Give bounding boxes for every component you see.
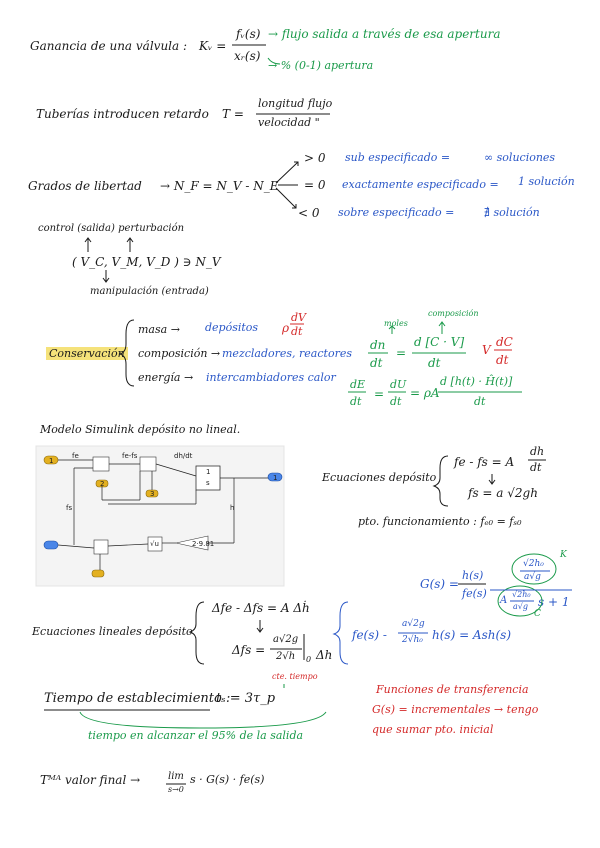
sim-label-integ-num: 1 <box>206 468 211 476</box>
transfer-den-a: A <box>500 595 508 606</box>
eq1-lhs-num: dn <box>370 338 386 352</box>
valve-title: Ganancia de una válvula : <box>30 39 188 53</box>
composicion-label: composición <box>428 309 479 318</box>
simulink-diagram <box>36 446 284 586</box>
rho-den: dt <box>291 325 303 338</box>
transfer-lhs: G(s) = <box>420 577 459 591</box>
final-lim: lim <box>168 771 184 782</box>
eq1-mid-den: dt <box>428 356 441 370</box>
dof-case-sym: = 0 <box>304 178 326 192</box>
valve-num: fᵥ(s) <box>236 27 261 41</box>
final-sub: s→0 <box>168 785 184 794</box>
pipes-num: longitud flujo <box>258 97 333 110</box>
sim-label-sqrt: √u <box>150 540 159 548</box>
transfer-num: h(s) <box>462 569 484 582</box>
dof-case-sym: > 0 <box>304 151 326 165</box>
vars-top: control (salida) perturbación <box>38 223 185 234</box>
sim-label-fe: fe <box>72 452 79 460</box>
sim-label-integ-den: s <box>206 479 210 487</box>
conservation-row-right: mezcladores, reactores <box>222 347 352 360</box>
eq1-rhs: V <box>482 343 491 357</box>
sim-port-in3: 3 <box>150 490 155 498</box>
pipes-den: velocidad " <box>258 116 320 129</box>
dof-case-result: 1 solución <box>518 175 575 188</box>
eq1-rhs-num: dC <box>496 335 513 349</box>
transfer-box-num: √2h₀ <box>523 559 544 569</box>
eq2-b-num: dU <box>390 378 407 391</box>
transfer-k: K <box>560 550 567 560</box>
valve-kv: Kᵥ = <box>199 39 227 53</box>
vars-mid: ( V_C, V_M, V_D ) ∋ N_V <box>72 255 221 269</box>
sim-label-gain: 2·9.81 <box>192 540 215 548</box>
transfer-c: C <box>534 609 541 619</box>
conservation-label: Conservación <box>46 347 128 360</box>
linear-right-den: 2√h₀ <box>402 635 423 645</box>
linear-eq2-sub: 0 <box>306 655 312 664</box>
settling-cte: cte. tiempo <box>272 672 318 681</box>
vars-bottom: manipulación (entrada) <box>90 286 209 297</box>
linear-eq1: Δfe - Δfs = A Δḣ <box>212 601 310 615</box>
eq2-eq1: = <box>374 387 385 401</box>
rho-num: dV <box>291 311 306 324</box>
tank-eq1-den: dt <box>530 461 542 474</box>
linear-eq2-den: 2√h <box>276 651 296 662</box>
linear-right-tail: h(s) = Ash(s) <box>432 628 512 642</box>
transfer-den: fe(s) <box>462 587 487 600</box>
sim-label-dhdt: dh/dt <box>174 452 193 460</box>
conservation-row-left: composición → <box>138 347 221 360</box>
dof-case-sym: < 0 <box>298 206 320 220</box>
tank-eq1-num: dh <box>530 445 545 458</box>
eq1-lhs-den: dt <box>370 356 383 370</box>
eq2-d-den: dt <box>474 395 486 408</box>
linear-title: Ecuaciones lineales depósito <box>32 625 193 638</box>
transfer-den-tail: s + 1 <box>538 595 570 609</box>
eq1-mid-num: d [C · V] <box>414 335 465 349</box>
simulink-title: Modelo Simulink depósito no lineal. <box>40 423 241 436</box>
functions-line1: G(s) = incrementales → tengo <box>372 703 539 716</box>
dof-case-label: exactamente especificado = <box>342 178 499 191</box>
final-expr: s · G(s) · fe(s) <box>190 773 265 786</box>
final-label: Tᴹᴬ valor final → <box>40 773 141 787</box>
dof-title: Grados de libertad <box>28 179 142 193</box>
valve-den: xᵣ(s) <box>234 49 261 63</box>
tank-eq1: fe - fs = A <box>454 455 515 469</box>
eq2-a-den: dt <box>350 395 362 408</box>
linear-eq2: Δfs = <box>232 643 266 657</box>
eq2-c: = ρA <box>410 386 440 400</box>
sim-label-h: h <box>230 504 235 512</box>
conservation-rho: ρ <box>282 321 290 335</box>
eq2-d-num: d [h(t) · Ĥ(t)] <box>440 375 513 388</box>
sim-port-in1: 1 <box>49 457 54 465</box>
settling-formula: tₛ = 3τ_p <box>216 691 276 706</box>
sim-port-in2: 2 <box>100 480 105 488</box>
linear-eq2-num: a√2g <box>273 634 299 645</box>
linear-eq2-tail: Δh <box>316 648 333 662</box>
tank-op: pto. funcionamiento : fₑ₀ = fₛ₀ <box>358 515 522 528</box>
settling-title: Tiempo de establecimiento : <box>44 691 231 706</box>
valve-note-num: → flujo salida a través de esa apertura <box>268 27 501 41</box>
transfer-box-num-2: √2h₀ <box>512 590 531 599</box>
conservation-row-right: intercambiadores calor <box>206 371 336 384</box>
conservation-row-left: masa → <box>138 323 180 336</box>
conservation-row-right: depósitos <box>205 321 259 334</box>
dof-case-label: sub especificado = <box>345 151 451 164</box>
sim-label-fefs: fe-fs <box>122 452 138 460</box>
dof-case-label: sobre especificado = <box>338 206 455 219</box>
tank-eq2: fs = a √2gh <box>468 486 538 500</box>
eq2-a-num: dE <box>350 378 366 391</box>
functions-title: Funciones de transferencia <box>376 683 529 696</box>
conservation-row-left: energía → <box>138 371 194 384</box>
valve-note-den: → % (0-1) apertura <box>268 59 374 72</box>
eq1-rhs-den: dt <box>496 353 509 367</box>
linear-right: fe(s) - <box>352 628 387 642</box>
moles-label: moles <box>384 319 408 328</box>
sim-port-out: 1 <box>273 474 278 482</box>
transfer-box-den-2: a√g <box>513 602 528 611</box>
sim-label-fs: fs <box>66 504 73 512</box>
eq2-b-den: dt <box>390 395 402 408</box>
pipes-title: Tuberías introducen retardo <box>36 107 209 121</box>
dof-case-result: ∄ solución <box>484 206 540 219</box>
dof-case-result: ∞ soluciones <box>484 151 556 164</box>
functions-line2: que sumar pto. inicial <box>372 723 494 736</box>
dof-formula: → N_F = N_V - N_E <box>160 179 279 193</box>
tank-eq-title: Ecuaciones depósito <box>322 471 437 484</box>
eq1-equals: = <box>396 346 407 360</box>
settling-note: tiempo en alcanzar el 95% de la salida <box>88 729 304 742</box>
pipes-tau: T = <box>222 107 244 121</box>
transfer-box-den: a√g <box>524 572 541 582</box>
linear-right-num: a√2g <box>402 619 425 629</box>
